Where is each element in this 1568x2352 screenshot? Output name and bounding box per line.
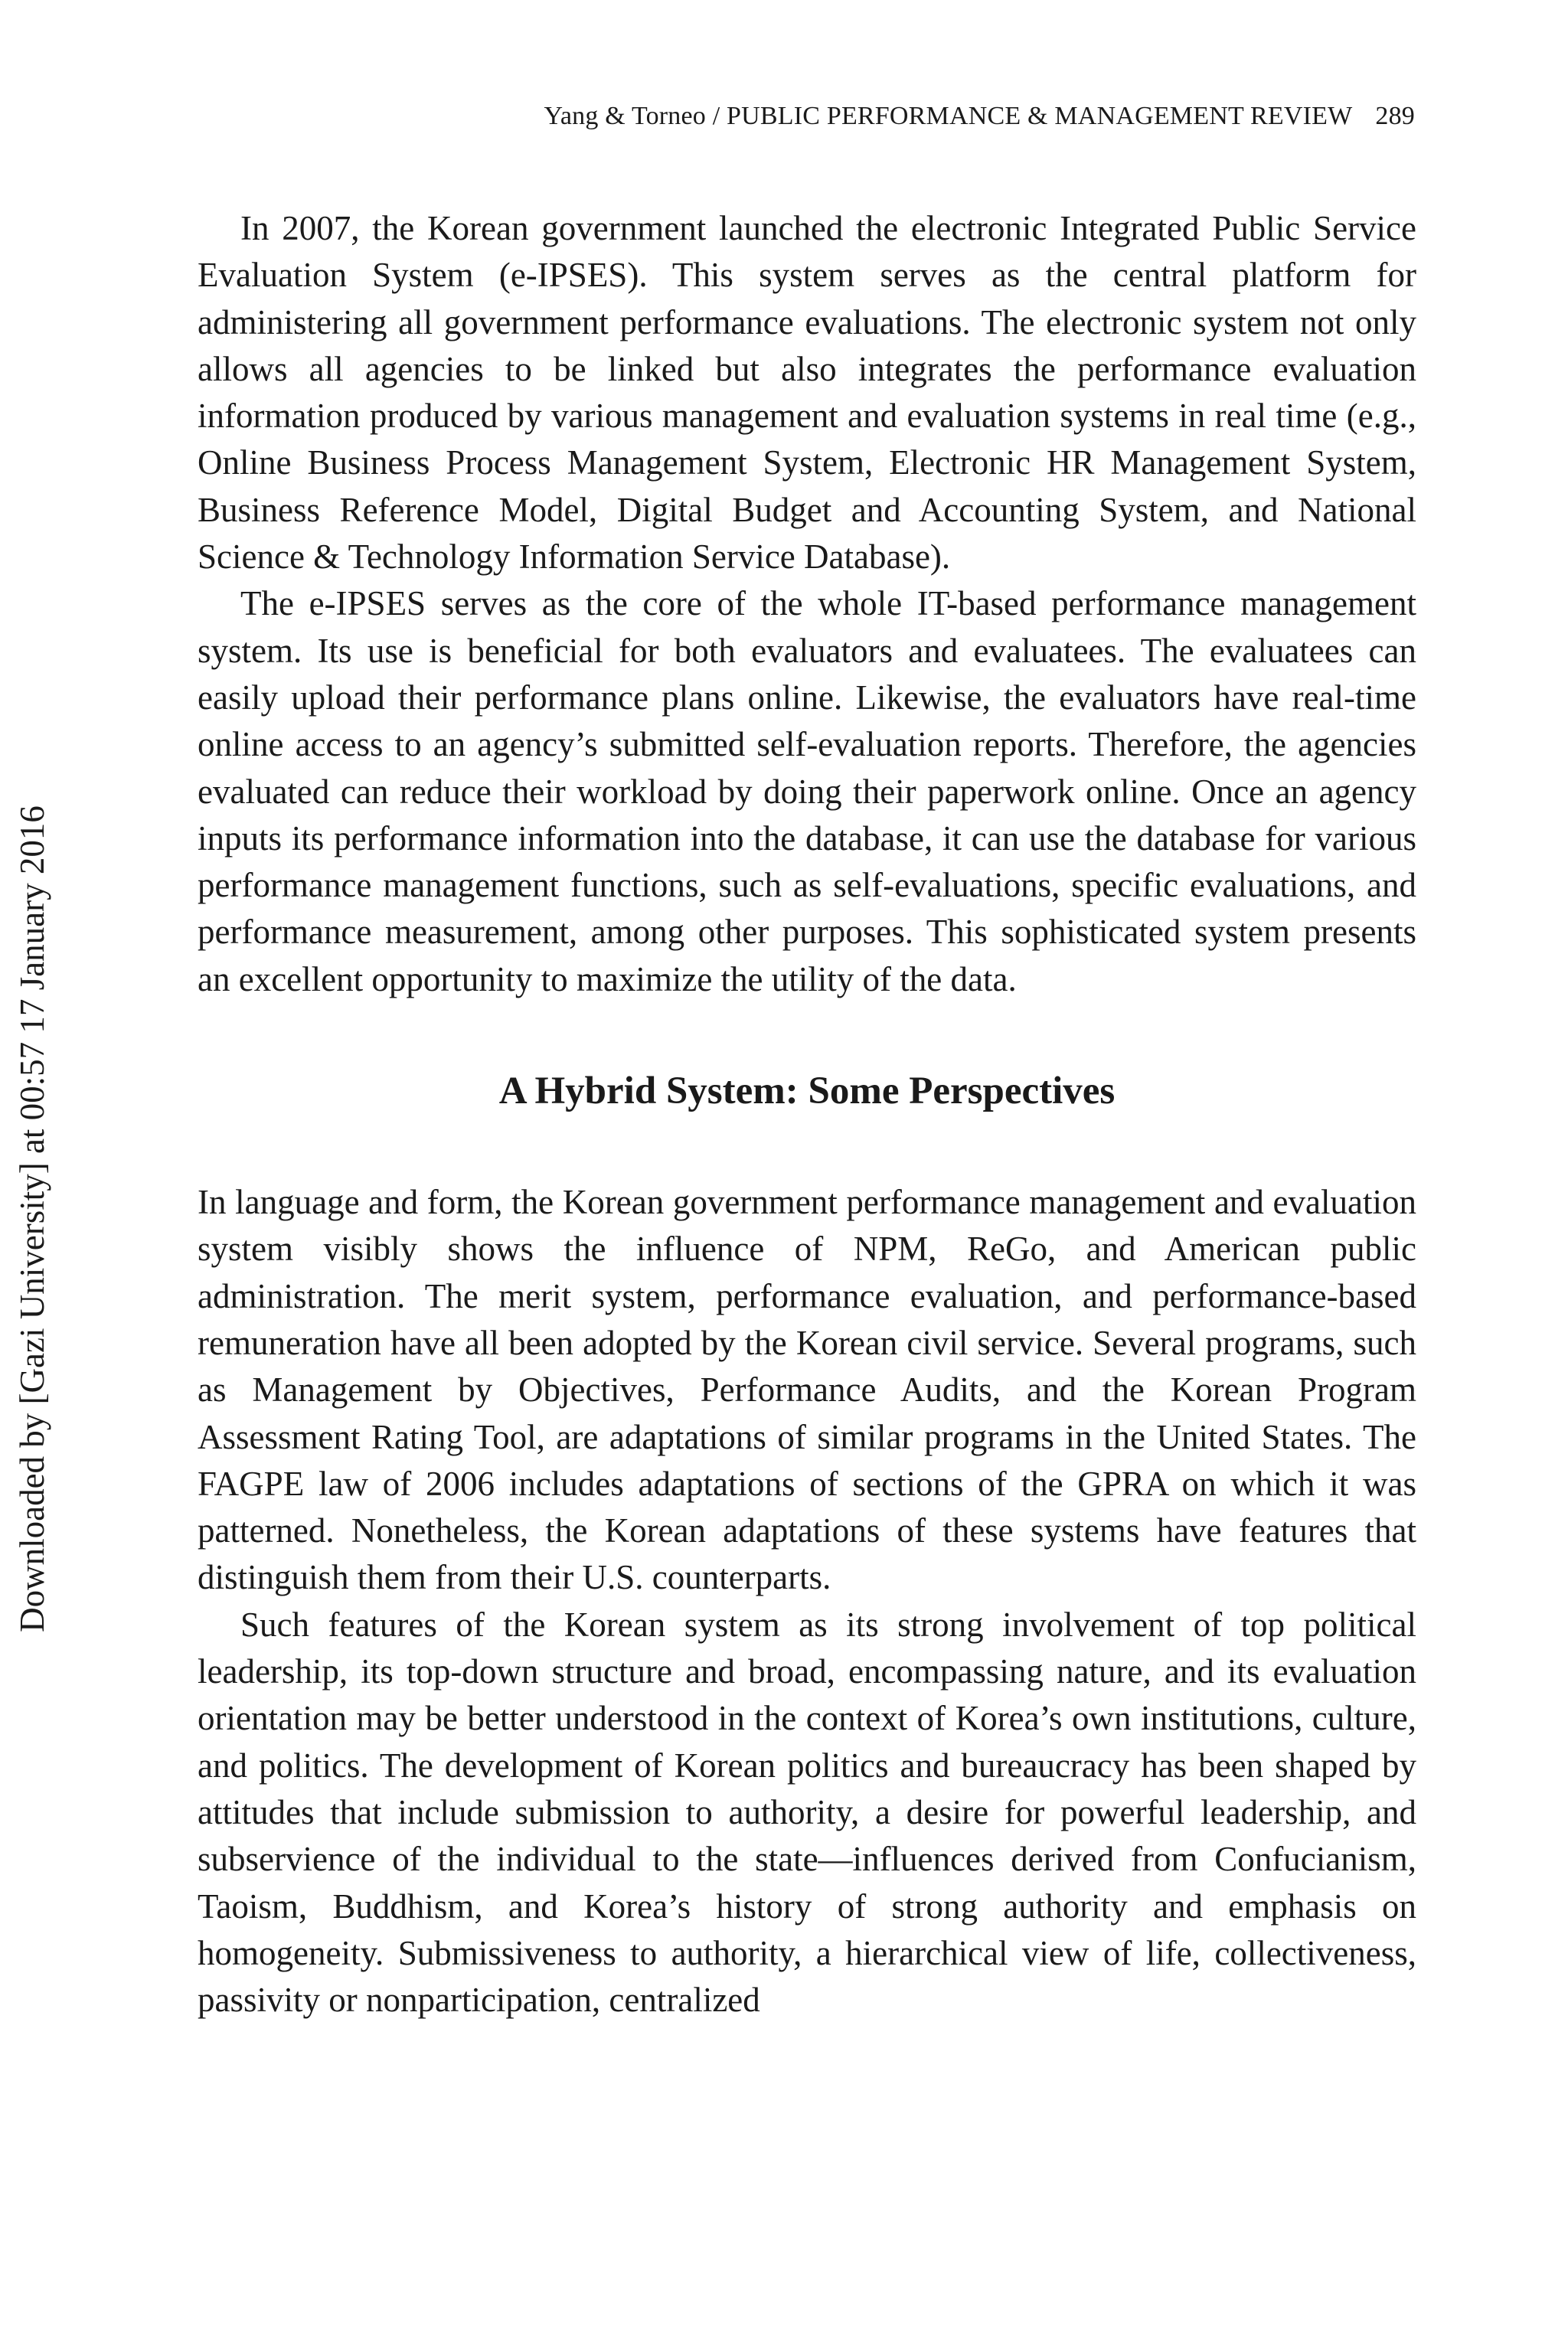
paragraph-e-ipses-core: The e-IPSES serves as the core of the whole IT-based performance management system. Its use is beneficial for both evaluators and evaluatees. The evaluatees can easily upload their performance plans online. Likewise, the evaluators have real-time online access to an agency’s submitted self-evaluation reports. Therefore, the agencies evaluated can reduce their workload by doing their paperwork online. Once an agency inputs its performance information into the database, it can use the database for various performance management functions, such as self-evaluations, specific evaluations, and performance measurement, among other purposes. This sophisticated system presents an excellent opportunity to maximize the utility of the data. <box>198 584 1416 998</box>
section-heading: A Hybrid System: Some Perspectives <box>498 1070 1116 1113</box>
article-body <box>198 205 1416 2024</box>
download-watermark: Downloaded by [Gazi University] at 00:57 17 January 2016 <box>13 805 51 1632</box>
running-title: Yang & Torneo / PUBLIC PERFORMANCE & MANAGEMENT REVIEW <box>544 102 1353 130</box>
running-header <box>544 102 1415 131</box>
paragraph-e-ipses-launch: In 2007, the Korean government launched the electronic Integrated Public Service Evaluation System (e-IPSES). This system serves as the central platform for administering all government performance evaluations. The electronic system not only allows all agencies to be linked but also integrates the performance evaluation information produced by various management and evaluation systems in real time (e.g., Online Business Process Management System, Electronic HR Management System, Business Reference Model, Digital Budget and Accounting System, and National Science & Technology Information Service Database). <box>198 209 1416 577</box>
paragraph-korean-features: Such features of the Korean system as its strong involvement of top political leadership, its top-down structure and broad, encompassing nature, and its evaluation orientation may be better understood in the context of Korea’s own institutions, culture, and politics. The development of Korean politics and bureaucracy has been shaped by attitudes that include submission to authority, a desire for powerful leadership, and subservience of the individual to the state—influences derived from Confucianism, Taoism, Buddhism, and Korea’s history of strong authority and emphasis on homogeneity. Submissiveness to authority, a hierarchical view of life, collectiveness, passivity or nonparticipation, centralized <box>198 1605 1416 2020</box>
page-number: 289 <box>1375 102 1415 130</box>
paragraph-hybrid-influence: In language and form, the Korean government performance management and evaluation system visibly shows the influence of NPM, ReGo, and American public administration. The merit system, performance evaluation, and performance-based remuneration have all been adopted by the Korean civil service. Several programs, such as Management by Objectives, Performance Audits, and the Korean Program Assessment Rating Tool, are adaptations of similar programs in the United States. The FAGPE law of 2006 includes adaptations of sections of the GPRA on which it was patterned. Nonetheless, the Korean adaptations of these systems have features that distinguish them from their U.S. counterparts. <box>198 1183 1416 1597</box>
